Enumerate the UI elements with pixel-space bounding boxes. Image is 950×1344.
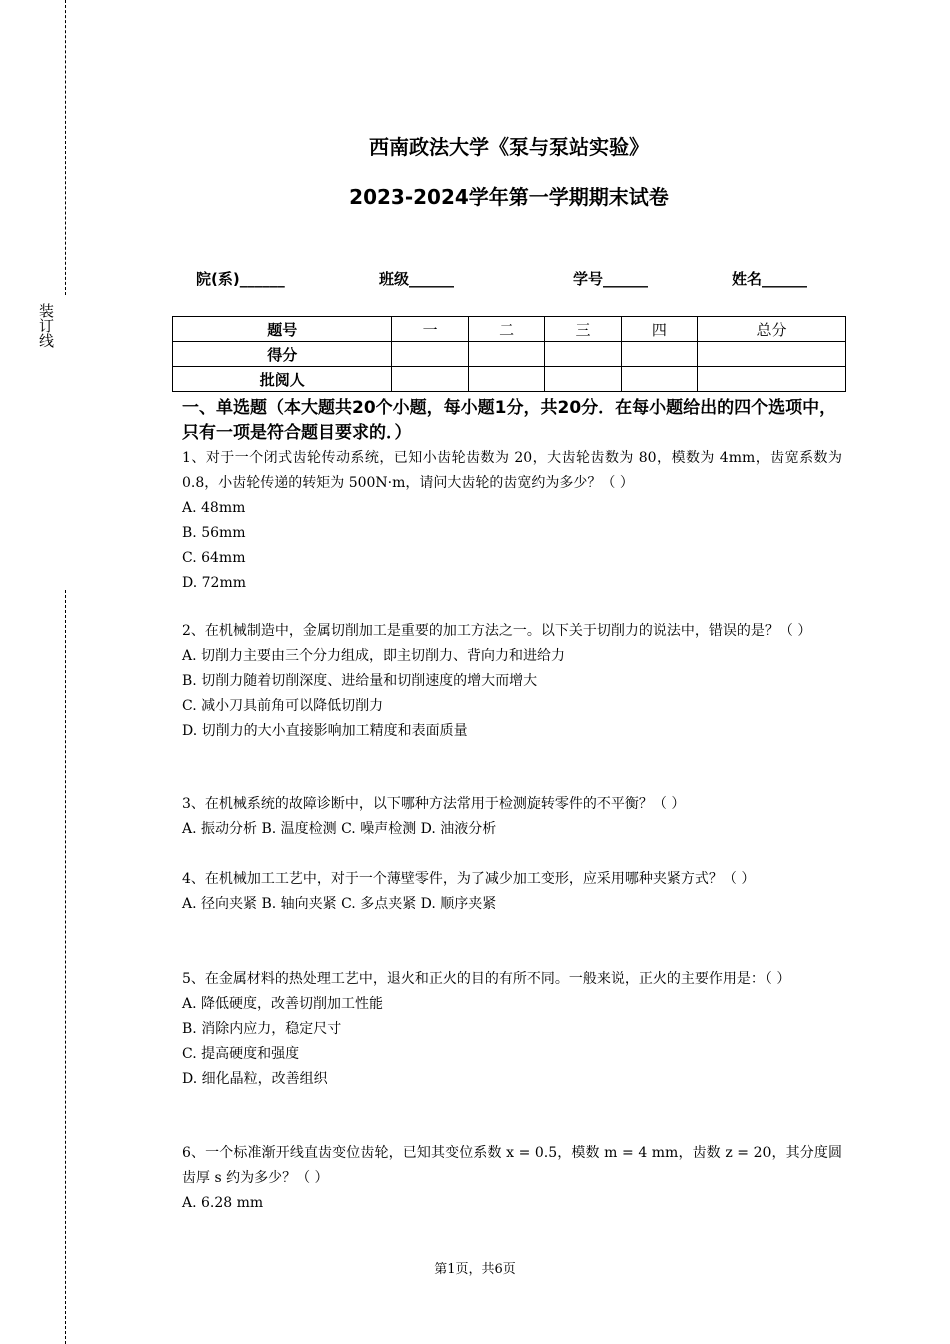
score-table-row bbox=[173, 342, 846, 367]
question-option: A. 振动分析 B. 温度检测 C. 噪声检测 D. 油液分析 bbox=[182, 821, 497, 837]
question-stem: 1、对于一个闭式齿轮传动系统，已知小齿轮齿数为 20，大齿轮齿数为 80，模数为 4mm，齿宽系数为 0.8，小齿轮传递的转矩为 500N·m，请问大齿轮的齿宽约为多少？（ ） bbox=[182, 450, 842, 491]
info-field-student-id[interactable]: 学号______ bbox=[573, 270, 649, 288]
question-option: D. 72mm bbox=[182, 575, 246, 591]
grader-cell[interactable] bbox=[698, 367, 846, 392]
score-table-row-label: 批阅人 bbox=[173, 367, 392, 392]
grader-cell[interactable] bbox=[468, 367, 544, 392]
score-table-header-cell: 二 bbox=[468, 317, 544, 342]
question-4 bbox=[182, 867, 842, 917]
question-2 bbox=[182, 619, 842, 744]
score-table-row bbox=[173, 367, 846, 392]
question-6 bbox=[182, 1141, 842, 1216]
question-option: B. 切削力随着切削深度、进给量和切削速度的增大而增大 bbox=[182, 673, 538, 689]
score-cell[interactable] bbox=[621, 342, 697, 367]
question-option: A. 6.28 mm bbox=[182, 1195, 264, 1211]
section-heading: 一、单选题（本大题共20个小题，每小题1分，共20分．在每小题给出的四个选项中，只有一项是符合题目要求的．） bbox=[182, 398, 837, 443]
question-option: C. 提高硬度和强度 bbox=[182, 1046, 300, 1062]
score-table bbox=[172, 316, 846, 392]
grader-cell[interactable] bbox=[392, 367, 468, 392]
binding-label: 装订线 bbox=[37, 303, 55, 348]
binding-line-top bbox=[65, 0, 66, 295]
question-option: A. 降低硬度，改善切削加工性能 bbox=[182, 996, 384, 1012]
binding-line-bottom bbox=[65, 590, 66, 1344]
question-1 bbox=[182, 446, 842, 596]
question-stem: 4、在机械加工工艺中，对于一个薄壁零件，为了减少加工变形，应采用哪种夹紧方式？（ ） bbox=[182, 871, 756, 887]
question-stem: 5、在金属材料的热处理工艺中，退火和正火的目的有所不同。一般来说，正火的主要作用是：（ ） bbox=[182, 971, 791, 987]
question-option: A. 径向夹紧 B. 轴向夹紧 C. 多点夹紧 D. 顺序夹紧 bbox=[182, 896, 497, 912]
question-stem: 6、一个标准渐开线直齿变位齿轮，已知其变位系数 x = 0.5，模数 m = 4 mm，齿数 z = 20，其分度圆齿厚 s 约为多少？（ ） bbox=[182, 1145, 842, 1186]
score-cell[interactable] bbox=[392, 342, 468, 367]
grader-cell[interactable] bbox=[621, 367, 697, 392]
score-table-header-row bbox=[173, 317, 846, 342]
grader-cell[interactable] bbox=[545, 367, 621, 392]
question-option: A. 48mm bbox=[182, 500, 246, 516]
exam-title-line2: 2023-2024学年第一学期期末试卷 bbox=[349, 185, 669, 209]
score-cell[interactable] bbox=[698, 342, 846, 367]
question-option: C. 64mm bbox=[182, 550, 246, 566]
score-table-header-cell: 总分 bbox=[698, 317, 846, 342]
score-cell[interactable] bbox=[468, 342, 544, 367]
info-field-department[interactable]: 院(系)______ bbox=[196, 270, 285, 288]
question-stem: 2、在机械制造中，金属切削加工是重要的加工方法之一。以下关于切削力的说法中，错误的是？（ ） bbox=[182, 623, 812, 639]
question-option: B. 56mm bbox=[182, 525, 246, 541]
question-option: C. 减小刀具前角可以降低切削力 bbox=[182, 698, 384, 714]
score-table-header-cell: 题号 bbox=[173, 317, 392, 342]
question-stem: 3、在机械系统的故障诊断中，以下哪种方法常用于检测旋转零件的不平衡？（ ） bbox=[182, 796, 686, 812]
question-option: D. 切削力的大小直接影响加工精度和表面质量 bbox=[182, 723, 468, 739]
question-3 bbox=[182, 792, 842, 842]
question-option: B. 消除内应力，稳定尺寸 bbox=[182, 1021, 342, 1037]
question-option: D. 细化晶粒，改善组织 bbox=[182, 1071, 328, 1087]
score-table-row-label: 得分 bbox=[173, 342, 392, 367]
question-option: A. 切削力主要由三个分力组成，即主切削力、背向力和进给力 bbox=[182, 648, 566, 664]
info-field-class[interactable]: 班级______ bbox=[379, 270, 455, 288]
score-table-header-cell: 四 bbox=[621, 317, 697, 342]
question-5 bbox=[182, 967, 842, 1092]
exam-title-line1: 西南政法大学《泵与泵站实验》 bbox=[369, 135, 649, 159]
score-table-header-cell: 一 bbox=[392, 317, 468, 342]
score-cell[interactable] bbox=[545, 342, 621, 367]
page-number: 第1页，共6页 bbox=[434, 1262, 516, 1277]
score-table-header-cell: 三 bbox=[545, 317, 621, 342]
info-field-name[interactable]: 姓名______ bbox=[732, 270, 808, 288]
